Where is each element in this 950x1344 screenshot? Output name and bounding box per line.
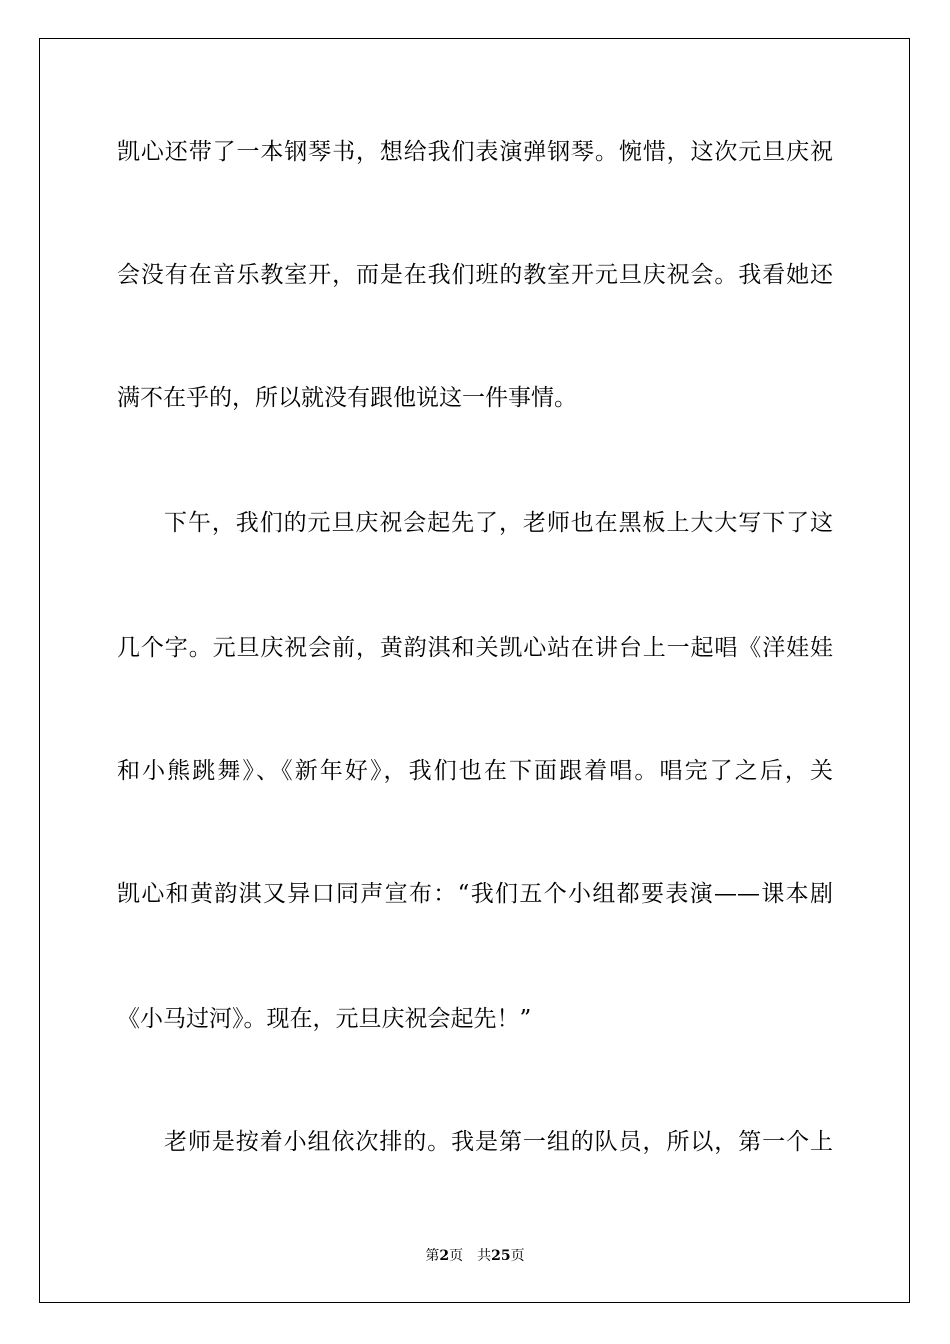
paragraph-line: 几个字。元旦庆祝会前，黄韵淇和关凯心站在讲台上一起唱《洋娃娃 xyxy=(117,635,833,661)
page-number: 2 xyxy=(439,1248,450,1264)
page-border xyxy=(39,38,910,1303)
total-pages-prefix: 共 xyxy=(477,1248,492,1264)
paragraph-line: 和小熊跳舞》、《新年好》，我们也在下面跟着唱。唱完了之后，关 xyxy=(117,758,833,784)
page-number-prefix: 第 xyxy=(425,1248,440,1264)
paragraph-line: 《小马过河》。现在，元旦庆祝会起先！” xyxy=(117,1006,532,1032)
total-pages-suffix: 页 xyxy=(510,1248,525,1264)
paragraph-line: 老师是按着小组依次排的。我是第一组的队员，所以，第一个上 xyxy=(164,1129,833,1155)
paragraph-line: 凯心还带了一本钢琴书，想给我们表演弹钢琴。惋惜，这次元旦庆祝 xyxy=(117,139,833,165)
total-pages: 25 xyxy=(491,1248,511,1264)
paragraph-line: 下午，我们的元旦庆祝会起先了，老师也在黑板上大大写下了这 xyxy=(164,510,833,536)
page-number-suffix: 页 xyxy=(449,1248,464,1264)
page-footer xyxy=(0,1247,950,1265)
paragraph-line: 凯心和黄韵淇又异口同声宣布：“我们五个小组都要表演——课本剧 xyxy=(117,881,833,907)
paragraph-line: 满不在乎的，所以就没有跟他说这一件事情。 xyxy=(117,385,577,411)
paragraph-line: 会没有在音乐教室开，而是在我们班的教室开元旦庆祝会。我看她还 xyxy=(117,262,833,288)
